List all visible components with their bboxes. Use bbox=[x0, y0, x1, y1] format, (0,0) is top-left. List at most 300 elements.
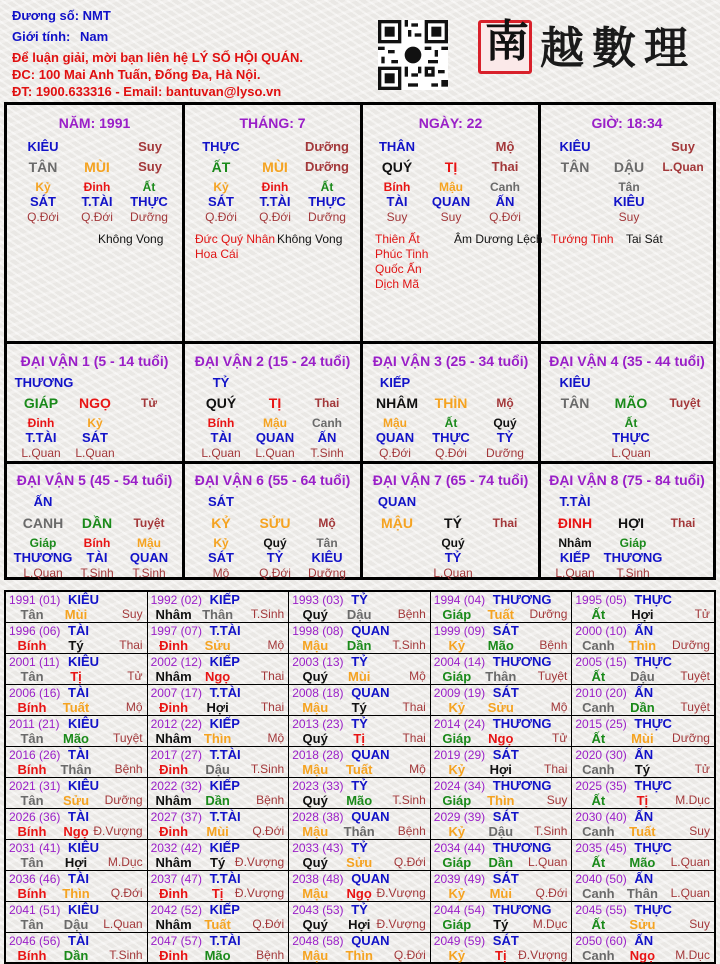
stage: Tuyệt bbox=[537, 669, 568, 683]
year-cell[interactable] bbox=[148, 716, 290, 746]
year-row bbox=[6, 809, 714, 840]
year-cell[interactable] bbox=[572, 871, 714, 901]
hidden-than: QUAN bbox=[255, 430, 295, 445]
hidden-can: Bính bbox=[383, 180, 411, 194]
year-label: 2005 (15) bbox=[575, 655, 627, 669]
year-cell[interactable] bbox=[289, 778, 431, 808]
hidden-than: ẤN bbox=[495, 194, 515, 209]
can: Nhâm bbox=[155, 855, 192, 870]
can: Tân bbox=[20, 607, 44, 622]
bad-star: Tai Sát bbox=[626, 232, 663, 246]
can: Mậu bbox=[302, 638, 329, 653]
hidden-than: THƯƠNG bbox=[13, 550, 73, 565]
year-cell[interactable] bbox=[431, 716, 573, 746]
thap-than: TÀI bbox=[68, 809, 89, 824]
chi: Ngọ bbox=[204, 669, 231, 684]
chi: Thân bbox=[626, 886, 658, 901]
year-cell[interactable] bbox=[148, 778, 290, 808]
chi: Mão bbox=[63, 731, 89, 746]
subject-label: Đương số: bbox=[12, 8, 80, 23]
year-cell[interactable] bbox=[6, 747, 148, 777]
can: Giáp bbox=[442, 855, 472, 870]
can: Kỷ bbox=[448, 886, 466, 901]
dai-van-4[interactable] bbox=[541, 344, 713, 461]
chi: TỊ bbox=[268, 395, 282, 411]
chi: Tị bbox=[70, 669, 82, 684]
can: Bính bbox=[17, 824, 47, 839]
thap-than: QUAN bbox=[351, 933, 390, 948]
good-star: Hoa Cái bbox=[195, 247, 239, 261]
thap-than: KIẾP bbox=[209, 902, 240, 917]
hidden-stage: L.Quan bbox=[611, 446, 651, 460]
chi: Thân bbox=[60, 762, 92, 777]
thap-than: KIÊU bbox=[68, 840, 100, 855]
thap-than: KIẾP bbox=[209, 778, 240, 793]
pillar-year bbox=[7, 105, 182, 341]
chi: TÝ bbox=[444, 515, 462, 531]
year-cell[interactable] bbox=[6, 623, 148, 653]
year-cell[interactable] bbox=[6, 933, 148, 962]
can: ĐINH bbox=[557, 515, 593, 531]
hidden-can: Kỷ bbox=[213, 536, 229, 550]
year-row bbox=[6, 685, 714, 716]
dai-van-title: ĐẠI VẬN 8 (75 - 84 tuổi) bbox=[549, 472, 705, 488]
year-cell[interactable] bbox=[431, 871, 573, 901]
thap-than: TỶ bbox=[351, 592, 368, 607]
stage: T.Sinh bbox=[392, 638, 426, 652]
chi: Tý bbox=[210, 855, 226, 870]
thap-than: T.TÀI bbox=[209, 623, 241, 638]
thap-than: TỶ bbox=[212, 375, 230, 390]
chi: Dậu bbox=[205, 762, 230, 777]
year-cell[interactable] bbox=[289, 933, 431, 962]
thap-than: THÂN bbox=[378, 139, 416, 154]
thap-than: THỰC bbox=[634, 716, 672, 731]
stage: Thai bbox=[544, 762, 568, 776]
stage: Q.Đới bbox=[110, 886, 143, 900]
stage: Q.Đới bbox=[393, 948, 426, 962]
year-cell[interactable] bbox=[148, 902, 290, 932]
chi: Dậu bbox=[63, 917, 89, 932]
stage: T.Sinh bbox=[250, 607, 285, 621]
year-label: 2018 (28) bbox=[292, 748, 344, 762]
year-cell[interactable] bbox=[6, 592, 148, 622]
thap-than: SÁT bbox=[208, 494, 234, 509]
stage: Tuyệt bbox=[680, 700, 710, 714]
dai-van-title: ĐẠI VẬN 3 (25 - 34 tuổi) bbox=[372, 353, 529, 369]
pillar-title: NGÀY: 22 bbox=[418, 115, 483, 131]
chi: Tuất bbox=[204, 917, 231, 932]
year-cell[interactable] bbox=[431, 685, 573, 715]
hidden-can: Tân bbox=[618, 180, 640, 194]
chi: Thìn bbox=[628, 638, 657, 653]
stage: T.Sinh bbox=[392, 793, 426, 807]
can: TÂN bbox=[28, 159, 58, 175]
chi: Sửu bbox=[62, 793, 90, 808]
chi: Hợi bbox=[206, 700, 229, 715]
stage: Mộ bbox=[409, 669, 426, 683]
can: Nhâm bbox=[155, 731, 192, 746]
chi: Dần bbox=[630, 700, 655, 715]
thap-than: T.TÀI bbox=[209, 685, 241, 700]
qr-code-icon[interactable] bbox=[378, 20, 448, 90]
dai-van-6[interactable] bbox=[185, 464, 360, 580]
year-cell[interactable] bbox=[572, 778, 714, 808]
pillar-title: THÁNG: 7 bbox=[239, 115, 306, 131]
chi-stage: Suy bbox=[138, 159, 162, 174]
year-cell[interactable] bbox=[572, 685, 714, 715]
thap-than: SÁT bbox=[492, 809, 519, 824]
hidden-stage: Q.Đới bbox=[435, 446, 467, 460]
thap-than: KIẾP bbox=[209, 840, 240, 855]
year-cell[interactable] bbox=[431, 654, 573, 684]
can: MẬU bbox=[381, 515, 413, 531]
year-label: 1994 (04) bbox=[433, 593, 486, 607]
year-cell[interactable] bbox=[572, 716, 714, 746]
year-cell[interactable] bbox=[6, 654, 148, 684]
hidden-can: Mậu bbox=[383, 416, 407, 430]
can: Bính bbox=[17, 700, 47, 715]
hidden-can: Ất bbox=[444, 416, 458, 430]
subject-line bbox=[12, 6, 303, 27]
year-label: 2007 (17) bbox=[150, 686, 202, 700]
year-cell[interactable] bbox=[431, 902, 573, 932]
pillar-title: NĂM: 1991 bbox=[58, 115, 131, 131]
hidden-can: Ất bbox=[142, 180, 156, 194]
year-label: 2045 (55) bbox=[575, 903, 627, 917]
hidden-than: TÀI bbox=[210, 430, 232, 445]
stage: Bệnh bbox=[114, 762, 143, 776]
hidden-stage: T.Sinh bbox=[132, 566, 166, 580]
chi: Hợi bbox=[631, 607, 654, 622]
seal-logo-icon bbox=[478, 16, 532, 74]
year-cell[interactable] bbox=[289, 592, 431, 622]
dai-van-8[interactable] bbox=[541, 464, 713, 580]
year-cell[interactable] bbox=[289, 902, 431, 932]
can: Kỷ bbox=[448, 948, 466, 963]
thap-than: KIẾP bbox=[209, 592, 240, 607]
header-info bbox=[12, 6, 303, 100]
year-label: 2012 (22) bbox=[150, 717, 202, 731]
hidden-can: Bính bbox=[83, 536, 111, 550]
year-cell[interactable] bbox=[289, 747, 431, 777]
thap-than: T.TÀI bbox=[209, 933, 241, 948]
hidden-than: SÁT bbox=[82, 430, 108, 445]
year-cell[interactable] bbox=[6, 809, 148, 839]
can: Đinh bbox=[159, 762, 189, 777]
chi: Dần bbox=[63, 948, 89, 963]
hidden-stage: L.Quan bbox=[23, 566, 63, 580]
year-cell[interactable] bbox=[6, 685, 148, 715]
can: Đinh bbox=[159, 700, 189, 715]
thap-than: THƯƠNG bbox=[14, 375, 74, 390]
dai-van-3[interactable] bbox=[363, 344, 538, 461]
thap-than: THỰC bbox=[634, 592, 672, 607]
thap-than: KIÊU bbox=[68, 778, 100, 793]
thap-than: T.TÀI bbox=[209, 809, 241, 824]
stage: M.Dục bbox=[107, 855, 143, 869]
year-row bbox=[6, 716, 714, 747]
year-label: 2002 (12) bbox=[150, 655, 202, 669]
year-cell[interactable] bbox=[148, 871, 290, 901]
year-label: 2043 (53) bbox=[292, 903, 344, 917]
hidden-than: THỰC bbox=[432, 430, 470, 445]
thap-than: THỰC bbox=[634, 654, 672, 669]
hidden-can: Kỷ bbox=[213, 180, 229, 194]
good-star: Đức Quý Nhân bbox=[195, 232, 276, 246]
stage: Mộ bbox=[125, 700, 143, 714]
stage: T.Sinh bbox=[250, 762, 285, 776]
hidden-can: Ất bbox=[320, 180, 334, 194]
year-cell[interactable] bbox=[431, 840, 573, 870]
year-label: 2040 (50) bbox=[575, 872, 627, 886]
year-label: 2006 (16) bbox=[9, 686, 61, 700]
year-cell[interactable] bbox=[431, 809, 573, 839]
dai-van-title: ĐẠI VẬN 1 (5 - 14 tuổi) bbox=[20, 353, 169, 369]
thap-than: ẤN bbox=[634, 871, 654, 886]
thap-than: TỶ bbox=[351, 716, 368, 731]
dai-van-7[interactable] bbox=[363, 464, 538, 580]
hidden-stage: L.Quan bbox=[21, 446, 61, 460]
hidden-stage: Suy bbox=[440, 210, 462, 224]
thap-than: KIÊU bbox=[559, 139, 591, 154]
thap-than: THỰC bbox=[634, 778, 672, 793]
stage: Q.Đới bbox=[252, 917, 285, 931]
hidden-than: SÁT bbox=[208, 194, 234, 209]
can: GIÁP bbox=[23, 395, 59, 411]
year-cell[interactable] bbox=[572, 592, 714, 622]
chi: MÙI bbox=[84, 159, 110, 175]
year-cell[interactable] bbox=[572, 902, 714, 932]
year-cell[interactable] bbox=[572, 623, 714, 653]
can: Bính bbox=[17, 762, 47, 777]
hidden-stage: Mộ bbox=[212, 566, 230, 580]
hidden-can: Ất bbox=[624, 416, 638, 430]
hidden-stage: L.Quan bbox=[255, 446, 295, 460]
thap-than: ẤN bbox=[634, 685, 654, 700]
year-row bbox=[6, 592, 714, 623]
stage: Tử bbox=[552, 731, 568, 745]
stage: T.Sinh bbox=[534, 824, 568, 838]
chi: Tý bbox=[634, 762, 650, 777]
can: Bính bbox=[17, 886, 47, 901]
thap-than: T.TÀI bbox=[209, 747, 241, 762]
stage: Mộ bbox=[267, 638, 285, 652]
hidden-can: Canh bbox=[490, 180, 520, 194]
year-label: 1997 (07) bbox=[150, 624, 202, 638]
year-label: 1999 (09) bbox=[433, 624, 486, 638]
hidden-than: KIẾP bbox=[559, 550, 591, 565]
chi: Dậu bbox=[488, 824, 514, 839]
year-cell[interactable] bbox=[289, 716, 431, 746]
year-label: 2029 (39) bbox=[433, 810, 486, 824]
year-row bbox=[6, 902, 714, 933]
pillar-month bbox=[185, 105, 360, 341]
year-cell[interactable] bbox=[148, 685, 290, 715]
year-label: 2014 (24) bbox=[433, 717, 486, 731]
year-label: 2027 (37) bbox=[150, 810, 202, 824]
thap-than: QUAN bbox=[351, 623, 390, 638]
chi: Thân bbox=[202, 607, 234, 622]
year-cell[interactable] bbox=[289, 685, 431, 715]
year-cell[interactable] bbox=[6, 778, 148, 808]
hidden-stage: L.Quan bbox=[555, 566, 595, 580]
hidden-than: KIÊU bbox=[613, 194, 645, 209]
can: Mậu bbox=[302, 700, 329, 715]
good-star: Quốc Ấn bbox=[375, 262, 422, 276]
hidden-can: Bính bbox=[207, 416, 235, 430]
can: Canh bbox=[582, 824, 615, 839]
year-cell[interactable] bbox=[289, 654, 431, 684]
stage: Bệnh bbox=[397, 607, 426, 621]
year-label: 2036 (46) bbox=[9, 872, 61, 886]
year-cell[interactable] bbox=[148, 809, 290, 839]
year-row bbox=[6, 840, 714, 871]
chi: Dần bbox=[346, 638, 372, 653]
stage: Thai bbox=[314, 396, 340, 410]
year-cell[interactable] bbox=[6, 840, 148, 870]
hidden-can: Canh bbox=[312, 416, 342, 430]
stage: Q.Đới bbox=[393, 855, 426, 869]
stage: Dưỡng bbox=[104, 793, 143, 807]
stage: Thai bbox=[402, 731, 426, 745]
thap-than: TÀI bbox=[68, 747, 89, 762]
stage: Tử bbox=[694, 762, 710, 776]
can: Tân bbox=[20, 731, 44, 746]
stage: L.Quan bbox=[103, 917, 143, 931]
chi: Sửu bbox=[346, 855, 373, 870]
chi: Thìn bbox=[203, 731, 232, 746]
good-star: Dịch Mã bbox=[375, 277, 420, 291]
can: ẤT bbox=[211, 159, 231, 175]
stage: Bệnh bbox=[397, 824, 426, 838]
thap-than: ẤN bbox=[634, 809, 654, 824]
chi: Sửu bbox=[487, 700, 514, 715]
year-label: 2024 (34) bbox=[433, 779, 486, 793]
year-cell[interactable] bbox=[148, 623, 290, 653]
year-cell[interactable] bbox=[289, 840, 431, 870]
year-label: 2039 (49) bbox=[433, 872, 486, 886]
year-cell[interactable] bbox=[431, 623, 573, 653]
contact-line-3[interactable]: ĐT: 1900.633316 - Email: bantuvan@lyso.vn bbox=[12, 84, 282, 99]
chi: Mùi bbox=[631, 731, 654, 746]
can: Nhâm bbox=[155, 793, 192, 808]
chi: DẬU bbox=[613, 159, 645, 175]
can: Quý bbox=[302, 793, 328, 808]
year-cell[interactable] bbox=[431, 592, 573, 622]
can: Canh bbox=[582, 886, 615, 901]
chi: Thân bbox=[343, 824, 375, 839]
year-cell[interactable] bbox=[289, 871, 431, 901]
year-cell[interactable] bbox=[148, 654, 290, 684]
year-label: 2021 (31) bbox=[9, 779, 61, 793]
can: NHÂM bbox=[376, 395, 418, 411]
gender-label: Giới tính: bbox=[12, 29, 71, 44]
stage: Tử bbox=[127, 669, 143, 683]
hidden-than: T.TÀI bbox=[25, 430, 57, 445]
chi: Mùi bbox=[206, 824, 229, 839]
can: Nhâm bbox=[155, 607, 192, 622]
year-cell[interactable] bbox=[6, 716, 148, 746]
can: Canh bbox=[582, 948, 615, 963]
stage: Suy bbox=[546, 793, 568, 807]
can: Bính bbox=[17, 638, 47, 653]
chi: THÌN bbox=[434, 395, 468, 411]
year-cell[interactable] bbox=[572, 654, 714, 684]
hidden-stage: Q.Đới bbox=[205, 210, 237, 224]
year-cell[interactable] bbox=[148, 840, 290, 870]
hidden-can: Giáp bbox=[29, 536, 57, 550]
thap-than: QUAN bbox=[351, 871, 390, 886]
year-cell[interactable] bbox=[289, 623, 431, 653]
year-label: 2031 (41) bbox=[9, 841, 61, 855]
can: Ất bbox=[591, 917, 606, 932]
stage: Đ.Vượng bbox=[518, 948, 568, 962]
chi: Tị bbox=[495, 948, 507, 963]
hidden-can: Đinh bbox=[83, 180, 111, 194]
annual-luck-table bbox=[4, 590, 716, 964]
hidden-stage: Dưỡng bbox=[486, 446, 524, 460]
chi: Ngọ bbox=[346, 886, 372, 901]
thap-than: ẤN bbox=[33, 494, 53, 509]
thap-than: SÁT bbox=[492, 871, 519, 886]
year-label: 2003 (13) bbox=[292, 655, 344, 669]
year-cell[interactable] bbox=[148, 592, 290, 622]
year-cell[interactable] bbox=[572, 933, 714, 962]
hidden-can: Mậu bbox=[263, 416, 287, 430]
thap-than: THỰC bbox=[634, 902, 672, 917]
stage: L.Quan bbox=[670, 886, 710, 900]
can: Giáp bbox=[442, 793, 472, 808]
year-label: 1992 (02) bbox=[150, 593, 202, 607]
thap-than: QUAN bbox=[351, 685, 390, 700]
hidden-stage: Q.Đới bbox=[81, 210, 113, 224]
year-label: 1998 (08) bbox=[292, 624, 344, 638]
can: Đinh bbox=[159, 886, 189, 901]
good-star: Thiên Ất bbox=[375, 232, 420, 246]
year-cell[interactable] bbox=[431, 933, 573, 962]
year-cell[interactable] bbox=[6, 902, 148, 932]
year-label: 2025 (35) bbox=[575, 779, 627, 793]
year-cell[interactable] bbox=[572, 840, 714, 870]
chi: Mão bbox=[204, 948, 231, 963]
dai-van-5[interactable] bbox=[7, 464, 182, 580]
thap-than: QUAN bbox=[351, 809, 390, 824]
year-cell[interactable] bbox=[572, 747, 714, 777]
chi: Dậu bbox=[346, 607, 372, 622]
chi: Tuất bbox=[345, 762, 373, 777]
dai-van-2[interactable] bbox=[185, 344, 360, 461]
year-cell[interactable] bbox=[431, 778, 573, 808]
year-cell[interactable] bbox=[6, 871, 148, 901]
year-cell[interactable] bbox=[148, 933, 290, 962]
chi: NGỌ bbox=[79, 395, 111, 411]
hidden-can: Giáp bbox=[619, 536, 647, 550]
can: Kỷ bbox=[448, 638, 466, 653]
year-cell[interactable] bbox=[289, 809, 431, 839]
can: Quý bbox=[302, 607, 328, 622]
year-cell[interactable] bbox=[148, 747, 290, 777]
chi: Ngọ bbox=[63, 824, 89, 839]
can: Canh bbox=[582, 762, 615, 777]
stage: L.Quan bbox=[670, 855, 710, 869]
year-cell[interactable] bbox=[431, 747, 573, 777]
thap-than: ẤN bbox=[634, 933, 654, 948]
year-cell[interactable] bbox=[572, 809, 714, 839]
hidden-stage: Q.Đới bbox=[379, 446, 411, 460]
stage: Mộ bbox=[267, 731, 285, 745]
dai-van-1[interactable] bbox=[7, 344, 182, 461]
